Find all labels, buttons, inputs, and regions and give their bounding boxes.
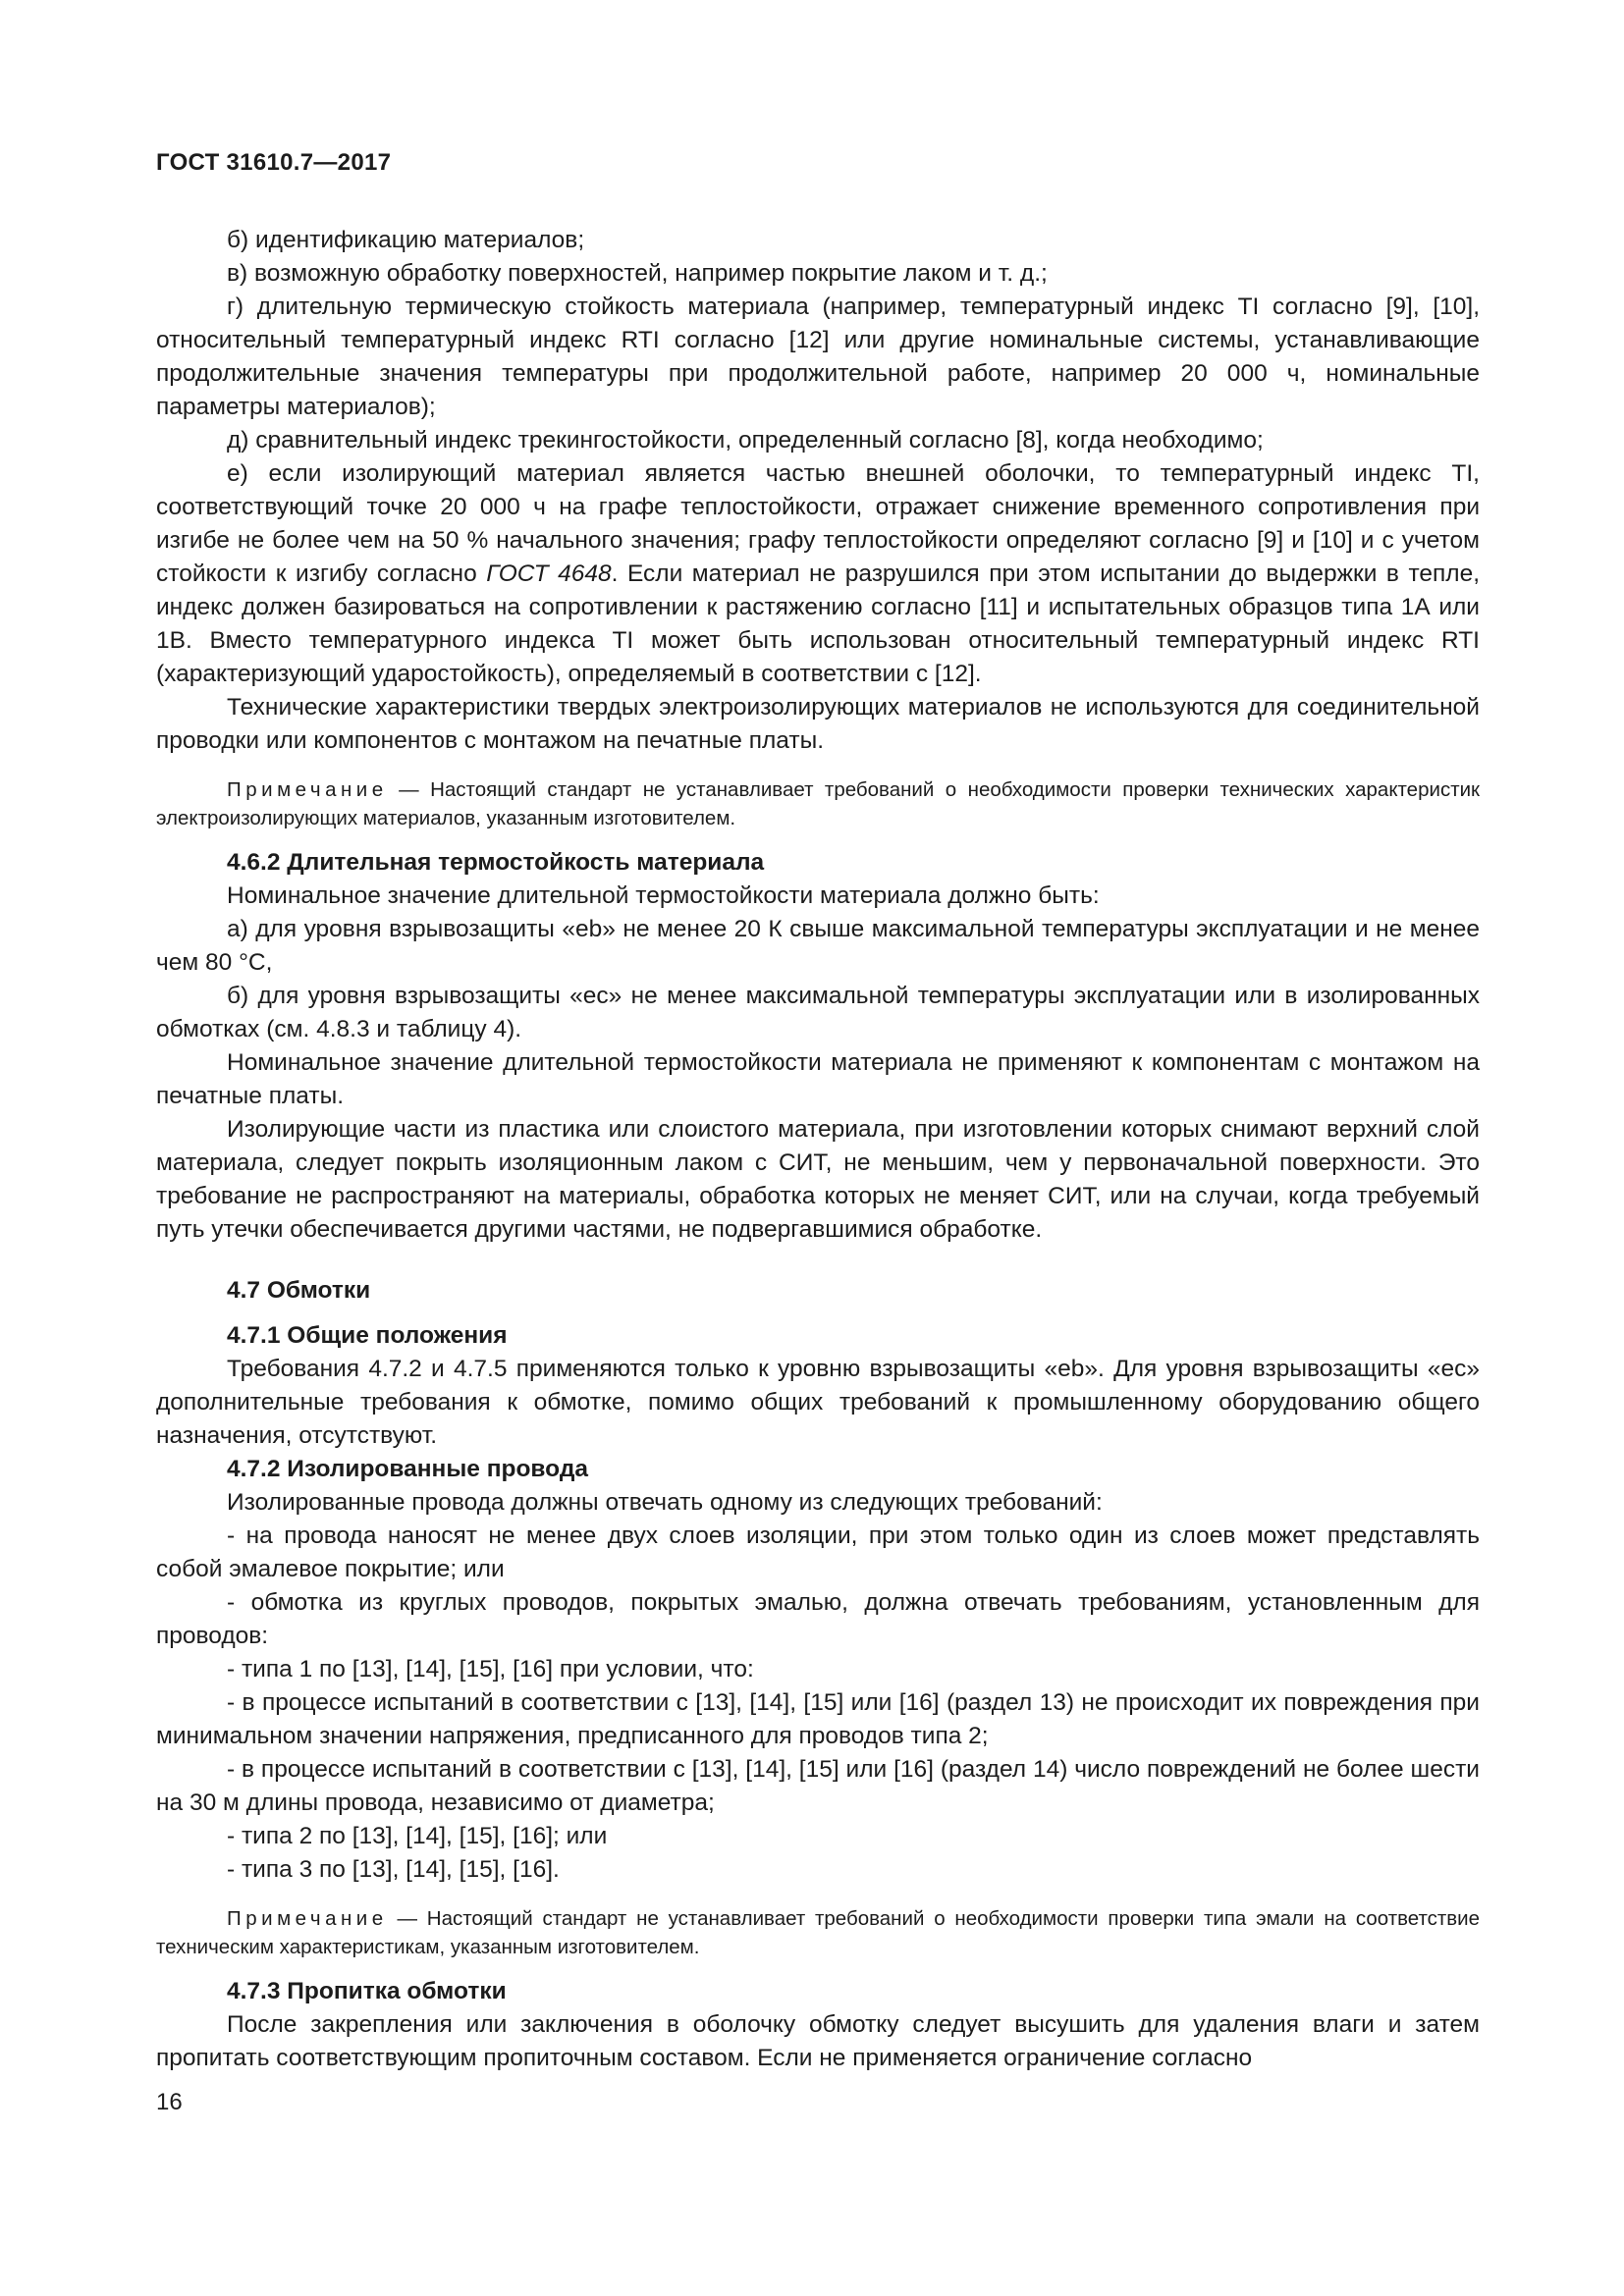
list-item-e-text-1: е) если изолирующий материал является частью внешней оболочки, то температурный индекс TI, соответствующий точке 20 000 ч на графе теплостойкости, отражает снижение временного сопротивления при изгибе не более чем на 50 % начального значения; графу теплостойкости определяют согласно [9] и [10] и с учетом стойкости к изгибу согласно xyxy=(156,460,1480,587)
standard-header: ГОСТ 31610.7—2017 xyxy=(156,149,392,176)
section-heading-4-6-2: 4.6.2 Длительная термостойкость материала xyxy=(227,849,765,876)
section-heading-4-7-1: 4.7.1 Общие положения xyxy=(227,1322,508,1349)
note-text: — Настоящий стандарт не устанавливает требований о необходимости проверки типа эмали на соответствие техническим характеристикам, указанным изготовителем. xyxy=(156,1907,1480,1958)
note xyxy=(156,1904,1480,1961)
note-label: Примечание xyxy=(227,778,388,801)
list-item: - в процессе испытаний в соответствии с [13], [14], [15] или [16] (раздел 13) не происходит их повреждения при минимальном значении напряжения, предписанного для проводов типа 2; xyxy=(156,1689,1480,1749)
paragraph: Требования 4.7.2 и 4.7.5 применяются только к уровню взрывозащиты «eb». Для уровня взрывозащиты «ec» дополнительные требования к обмотке, помимо общих требований к промышленному оборудованию общего назначения, отсутствуют. xyxy=(156,1356,1480,1449)
page-number: 16 xyxy=(156,2089,183,2115)
paragraph: Номинальное значение длительной термостойкости материала должно быть: xyxy=(227,882,1100,909)
section-heading-4-7-3: 4.7.3 Пропитка обмотки xyxy=(227,1978,507,2004)
list-item-e xyxy=(156,457,1480,691)
list-item-b: б) для уровня взрывозащиты «ec» не менее максимальной температуры эксплуатации или в изолированных обмотках (см. 4.8.3 и таблицу 4). xyxy=(156,983,1480,1042)
list-item-b: б) идентификацию материалов; xyxy=(227,227,585,253)
list-item-d: д) сравнительный индекс трекингостойкости, определенный согласно [8], когда необходимо; xyxy=(227,427,1264,454)
paragraph: Номинальное значение длительной термостойкости материала не применяют к компонентам с монтажом на печатные платы. xyxy=(156,1049,1480,1109)
list-item: - в процессе испытаний в соответствии с [13], [14], [15] или [16] (раздел 14) число повреждений не более шести на 30 м длины провода, независимо от диаметра; xyxy=(156,1756,1480,1816)
paragraph: Изолирующие части из пластика или слоистого материала, при изготовлении которых снимают верхний слой материала, следует покрыть изоляционным лаком с СИТ, не меньшим, чем у первоначальной поверхности. Это требование не распространяют на материалы, обработка которых не меняет СИТ, или на случаи, когда требуемый путь утечки обеспечивается другими частями, не подвергавшимися обработке. xyxy=(156,1116,1480,1243)
list-item-a: а) для уровня взрывозащиты «eb» не менее 20 К свыше максимальной температуры эксплуатации и не менее чем 80 °С, xyxy=(156,916,1480,976)
section-heading-4-7-2: 4.7.2 Изолированные провода xyxy=(227,1456,588,1482)
list-item: - обмотка из круглых проводов, покрытых эмалью, должна отвечать требованиям, установленным для проводов: xyxy=(156,1589,1480,1649)
section-heading-4-7: 4.7 Обмотки xyxy=(227,1277,371,1304)
note-label: Примечание xyxy=(227,1907,388,1930)
list-item: - типа 3 по [13], [14], [15], [16]. xyxy=(227,1856,560,1883)
list-item: - типа 1 по [13], [14], [15], [16] при условии, что: xyxy=(227,1656,754,1682)
list-item-e-text-2: . Если материал не разрушился при этом испытании до выдержки в тепле, индекс должен базироваться на сопротивлении к растяжению согласно [11] и испытательных образцов типа 1А или 1В. Вместо температурного индекса TI может быть использован относительный температурный индекс RTI (характеризующий ударостойкость), определяемый в соответствии с [12]. xyxy=(156,561,1481,687)
list-item-g: г) длительную термическую стойкость материала (например, температурный индекс TI согласно [9], [10], относительный температурный индекс RTI согласно [12] или другие номинальные системы, устанавливающие продолжительные значения температуры при продолжительной работе, например 20 000 ч, номинальные параметры материалов); xyxy=(156,294,1480,420)
paragraph: Технические характеристики твердых электроизолирующих материалов не используются для соединительной проводки или компонентов с монтажом на печатные платы. xyxy=(156,694,1480,754)
note xyxy=(156,775,1480,832)
list-item: - на провода наносят не менее двух слоев изоляции, при этом только один из слоев может представлять собой эмалевое покрытие; или xyxy=(156,1522,1480,1582)
document-body xyxy=(156,224,1480,2075)
paragraph: Изолированные провода должны отвечать одному из следующих требований: xyxy=(227,1489,1103,1516)
note-text: — Настоящий стандарт не устанавливает требований о необходимости проверки технических характеристик электроизолирующих материалов, указанным изготовителем. xyxy=(156,778,1480,829)
list-item: - типа 2 по [13], [14], [15], [16]; или xyxy=(227,1823,608,1849)
standard-reference: ГОСТ 4648 xyxy=(486,561,612,587)
paragraph: После закрепления или заключения в оболочку обмотку следует высушить для удаления влаги и затем пропитать соответствующим пропиточным составом. Если не применяется ограничение согласно xyxy=(156,2011,1480,2071)
list-item-v: в) возможную обработку поверхностей, например покрытие лаком и т. д.; xyxy=(227,260,1048,287)
